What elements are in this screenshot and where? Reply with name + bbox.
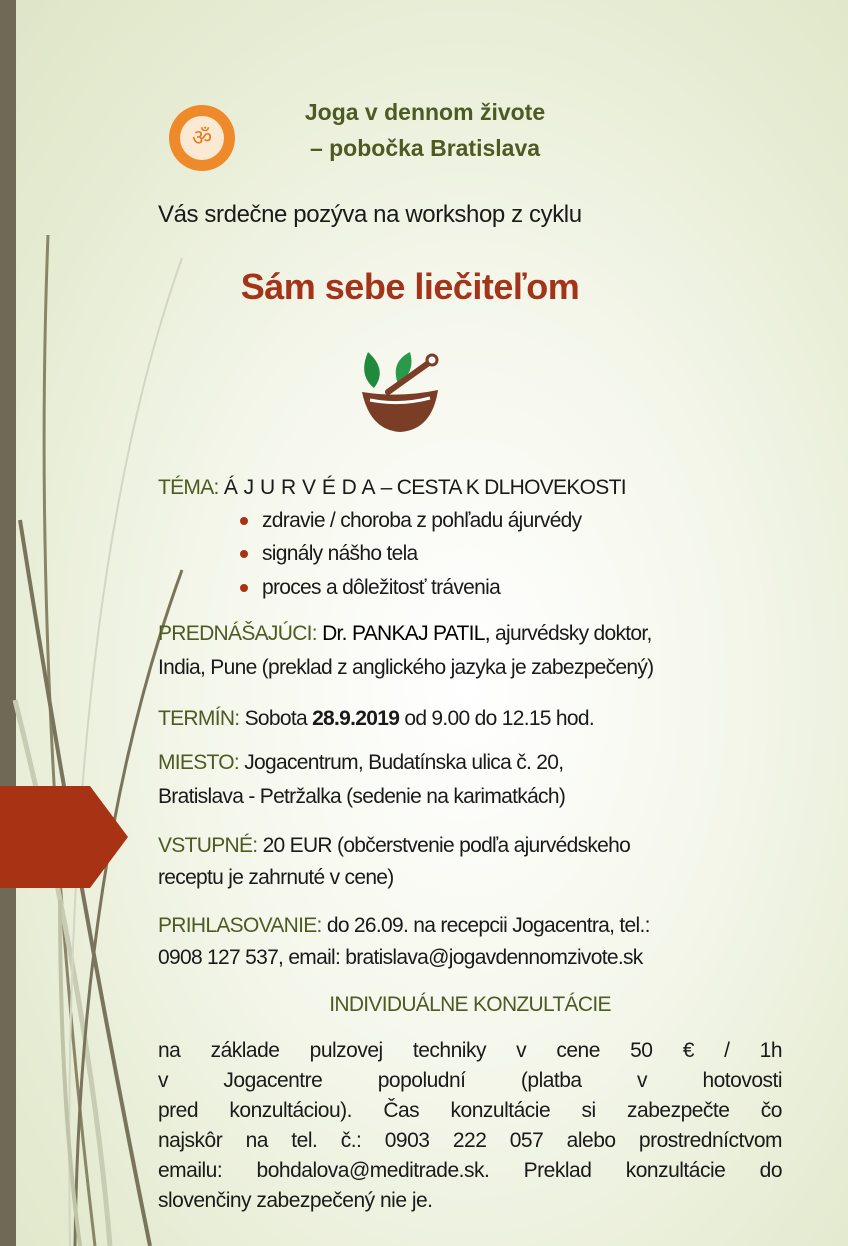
consult-line: na základe pulzovej techniky v cene 50 € / 1h	[158, 1039, 782, 1062]
consult-line: v Jogacentre popoludní (platba v hotovosti	[158, 1069, 782, 1092]
fee-line1	[158, 833, 630, 859]
fee-line2: receptu je zahrnuté v cene)	[158, 866, 394, 889]
consult-line: emailu: bohdalova@meditrade.sk. Preklad konzultácie do	[158, 1159, 782, 1182]
lecturer-line2: India, Pune (preklad z anglického jazyka je zabezpečený)	[158, 656, 654, 679]
date-time: od 9.00 do 12.15 hod.	[404, 707, 594, 730]
topic-main: Á J U R V É D A	[223, 476, 376, 499]
consult-line: slovenčiny zabezpečený nie je.	[158, 1189, 433, 1212]
place-label: MIESTO:	[158, 751, 240, 774]
fee-label: VSTUPNÉ:	[158, 834, 258, 857]
lecturer-title: ajurvédsky doktor,	[495, 622, 652, 645]
invite-text: Vás srdečne pozýva na workshop z cyklu	[158, 201, 582, 228]
bullet-icon	[240, 550, 248, 558]
lecturer-line1	[158, 621, 652, 647]
place-address: Jogacentrum, Budatínska ulica č. 20,	[244, 751, 564, 774]
topic-rest: – CESTA K DLHOVEKOSTI	[380, 476, 626, 499]
fee-value: 20 EUR (občerstvenie podľa ajurvédskeho	[262, 834, 631, 857]
registration-label: PRIHLASOVANIE:	[158, 914, 322, 937]
registration-line1	[158, 913, 650, 939]
date-line	[158, 706, 594, 732]
om-icon	[167, 103, 237, 173]
place-line1	[158, 750, 563, 776]
topic-bullet: proces a dôležitosť trávenia	[262, 576, 501, 599]
topic-line	[158, 475, 626, 501]
lecturer-label: PREDNÁŠAJÚCI:	[158, 622, 317, 645]
registration-info: do 26.09. na recepcii Jogacentra, tel.:	[326, 914, 650, 937]
org-name-line1: Joga v dennom živote	[304, 99, 546, 125]
topic-bullet: zdravie / choroba z pohľadu ájurvédy	[262, 509, 582, 532]
bullet-icon	[240, 584, 248, 592]
registration-line2: 0908 127 537, email: bratislava@jogavdennomzivote.sk	[158, 946, 643, 969]
topic-label: TÉMA:	[158, 476, 219, 499]
mortar-pestle-leaves-icon	[360, 350, 440, 440]
workshop-title: Sám sebe liečiteľom	[240, 266, 580, 307]
consult-line: najskôr na tel. č.: 0903 222 057 alebo prostredníctvom	[158, 1129, 782, 1152]
date-day: Sobota	[244, 707, 307, 730]
place-line2: Bratislava - Petržalka (sedenie na karimatkách)	[158, 785, 566, 808]
svg-text:ॐ: ॐ	[191, 126, 213, 151]
lecturer-name: Dr. PANKAJ PATIL,	[322, 622, 490, 645]
org-name-line2: – pobočka Bratislava	[309, 135, 541, 161]
consult-heading: INDIVIDUÁLNE KONZULTÁCIE	[329, 993, 611, 1016]
date-label: TERMÍN:	[158, 707, 240, 730]
consult-line: pred konzultáciou). Čas konzultácie si zabezpečte čo	[158, 1099, 782, 1122]
bullet-icon	[240, 517, 248, 525]
date-value: 28.9.2019	[312, 707, 400, 730]
topic-bullet: signály nášho tela	[262, 542, 418, 565]
